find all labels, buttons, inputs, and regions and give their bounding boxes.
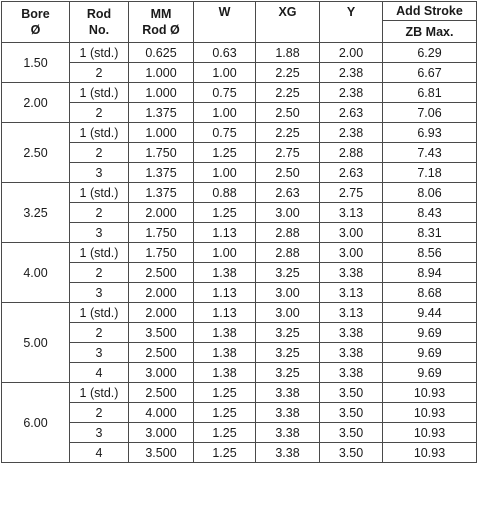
xg-cell: 2.75 — [256, 143, 320, 163]
y-cell: 3.50 — [320, 423, 383, 443]
rod-cell: 2 — [70, 203, 129, 223]
y-cell: 3.38 — [320, 323, 383, 343]
zb-cell: 8.31 — [383, 223, 477, 243]
table-row — [2, 323, 477, 343]
zb-cell: 8.06 — [383, 183, 477, 203]
rod-cell: 2 — [70, 263, 129, 283]
w-cell: 1.00 — [194, 103, 256, 123]
w-cell: 1.25 — [194, 383, 256, 403]
xg-cell: 1.88 — [256, 43, 320, 63]
w-cell: 1.13 — [194, 283, 256, 303]
zb-cell: 6.93 — [383, 123, 477, 143]
bore-cell: 4.00 — [2, 243, 70, 303]
header-w: W — [194, 2, 256, 43]
table-row — [2, 243, 477, 263]
zb-cell: 10.93 — [383, 383, 477, 403]
mm-cell: 3.500 — [129, 323, 194, 343]
mm-cell: 1.750 — [129, 223, 194, 243]
xg-cell: 2.25 — [256, 123, 320, 143]
bore-cell: 1.50 — [2, 43, 70, 83]
w-cell: 1.13 — [194, 303, 256, 323]
zb-cell: 6.81 — [383, 83, 477, 103]
mm-cell: 2.500 — [129, 383, 194, 403]
rod-cell: 3 — [70, 343, 129, 363]
table-row — [2, 143, 477, 163]
y-cell: 3.13 — [320, 283, 383, 303]
header-y: Y — [320, 2, 383, 43]
mm-cell: 2.000 — [129, 283, 194, 303]
mm-cell: 3.000 — [129, 423, 194, 443]
zb-cell: 7.18 — [383, 163, 477, 183]
table-row — [2, 423, 477, 443]
y-cell: 3.38 — [320, 263, 383, 283]
mm-cell: 1.000 — [129, 123, 194, 143]
bore-cell: 2.00 — [2, 83, 70, 123]
zb-cell: 8.68 — [383, 283, 477, 303]
mm-cell: 1.000 — [129, 83, 194, 103]
mm-cell: 1.375 — [129, 103, 194, 123]
xg-cell: 3.00 — [256, 283, 320, 303]
header-add-stroke: Add Stroke — [383, 2, 477, 21]
zb-cell: 8.94 — [383, 263, 477, 283]
rod-cell: 2 — [70, 103, 129, 123]
table-row — [2, 223, 477, 243]
table-row — [2, 263, 477, 283]
rod-cell: 1 (std.) — [70, 383, 129, 403]
mm-cell: 1.750 — [129, 243, 194, 263]
table-row — [2, 63, 477, 83]
y-cell: 3.50 — [320, 383, 383, 403]
mm-cell: 1.375 — [129, 183, 194, 203]
mm-cell: 1.375 — [129, 163, 194, 183]
w-cell: 1.38 — [194, 323, 256, 343]
w-cell: 1.25 — [194, 143, 256, 163]
table-row — [2, 403, 477, 423]
rod-cell: 4 — [70, 363, 129, 383]
w-cell: 1.25 — [194, 203, 256, 223]
xg-cell: 3.00 — [256, 303, 320, 323]
y-cell: 2.63 — [320, 163, 383, 183]
y-cell: 3.38 — [320, 363, 383, 383]
dimension-table — [1, 1, 477, 463]
w-cell: 0.75 — [194, 83, 256, 103]
w-cell: 0.63 — [194, 43, 256, 63]
table-row — [2, 343, 477, 363]
rod-cell: 1 (std.) — [70, 183, 129, 203]
w-cell: 1.00 — [194, 163, 256, 183]
table-row — [2, 163, 477, 183]
mm-cell: 3.500 — [129, 443, 194, 463]
rod-cell: 3 — [70, 223, 129, 243]
header-zb-max: ZB Max. — [383, 21, 477, 43]
y-cell: 2.63 — [320, 103, 383, 123]
rod-cell: 3 — [70, 423, 129, 443]
zb-cell: 10.93 — [383, 403, 477, 423]
y-cell: 2.38 — [320, 63, 383, 83]
xg-cell: 2.50 — [256, 163, 320, 183]
table-row — [2, 443, 477, 463]
table-row — [2, 123, 477, 143]
header-bore — [2, 2, 70, 43]
rod-cell: 1 (std.) — [70, 123, 129, 143]
header-rod-line2: No. — [88, 23, 110, 37]
y-cell: 3.00 — [320, 243, 383, 263]
zb-cell: 8.43 — [383, 203, 477, 223]
table-row — [2, 303, 477, 323]
table-row — [2, 103, 477, 123]
table-header — [2, 2, 477, 43]
rod-cell: 1 (std.) — [70, 243, 129, 263]
zb-cell: 10.93 — [383, 423, 477, 443]
zb-cell: 10.93 — [383, 443, 477, 463]
mm-cell: 1.750 — [129, 143, 194, 163]
y-cell: 3.50 — [320, 443, 383, 463]
xg-cell: 2.50 — [256, 103, 320, 123]
mm-cell: 3.000 — [129, 363, 194, 383]
y-cell: 3.00 — [320, 223, 383, 243]
rod-cell: 2 — [70, 323, 129, 343]
rod-cell: 3 — [70, 283, 129, 303]
rod-cell: 2 — [70, 63, 129, 83]
bore-cell: 3.25 — [2, 183, 70, 243]
zb-cell: 6.67 — [383, 63, 477, 83]
header-mm-line1: MM — [150, 7, 172, 21]
y-cell: 3.38 — [320, 343, 383, 363]
rod-cell: 4 — [70, 443, 129, 463]
y-cell: 3.13 — [320, 303, 383, 323]
bore-cell: 2.50 — [2, 123, 70, 183]
y-cell: 3.50 — [320, 403, 383, 423]
xg-cell: 2.25 — [256, 63, 320, 83]
table-row — [2, 383, 477, 403]
xg-cell: 3.25 — [256, 263, 320, 283]
table-row — [2, 183, 477, 203]
rod-cell: 1 (std.) — [70, 43, 129, 63]
xg-cell: 3.38 — [256, 383, 320, 403]
xg-cell: 2.25 — [256, 83, 320, 103]
table-body — [2, 43, 477, 463]
xg-cell: 3.38 — [256, 423, 320, 443]
header-bore-line1: Bore — [21, 7, 50, 21]
header-rod-line1: Rod — [86, 7, 112, 21]
y-cell: 2.38 — [320, 123, 383, 143]
mm-cell: 1.000 — [129, 63, 194, 83]
xg-cell: 3.00 — [256, 203, 320, 223]
w-cell: 1.00 — [194, 63, 256, 83]
zb-cell: 9.44 — [383, 303, 477, 323]
w-cell: 1.38 — [194, 343, 256, 363]
zb-cell: 8.56 — [383, 243, 477, 263]
w-cell: 1.25 — [194, 443, 256, 463]
rod-cell: 3 — [70, 163, 129, 183]
w-cell: 1.38 — [194, 363, 256, 383]
w-cell: 1.25 — [194, 423, 256, 443]
header-xg: XG — [256, 2, 320, 43]
table-row — [2, 283, 477, 303]
mm-cell: 4.000 — [129, 403, 194, 423]
table-row — [2, 203, 477, 223]
mm-cell: 2.000 — [129, 203, 194, 223]
w-cell: 1.38 — [194, 263, 256, 283]
mm-cell: 0.625 — [129, 43, 194, 63]
bore-cell: 6.00 — [2, 383, 70, 463]
w-cell: 1.00 — [194, 243, 256, 263]
xg-cell: 2.88 — [256, 243, 320, 263]
mm-cell: 2.000 — [129, 303, 194, 323]
header-mm — [129, 2, 194, 43]
zb-cell: 7.43 — [383, 143, 477, 163]
w-cell: 1.13 — [194, 223, 256, 243]
zb-cell: 6.29 — [383, 43, 477, 63]
rod-cell: 2 — [70, 403, 129, 423]
bore-cell: 5.00 — [2, 303, 70, 383]
header-rod — [70, 2, 129, 43]
xg-cell: 3.25 — [256, 363, 320, 383]
w-cell: 0.88 — [194, 183, 256, 203]
y-cell: 3.13 — [320, 203, 383, 223]
table-row — [2, 43, 477, 63]
xg-cell: 2.63 — [256, 183, 320, 203]
rod-cell: 2 — [70, 143, 129, 163]
rod-cell: 1 (std.) — [70, 83, 129, 103]
xg-cell: 3.38 — [256, 403, 320, 423]
zb-cell: 7.06 — [383, 103, 477, 123]
mm-cell: 2.500 — [129, 263, 194, 283]
zb-cell: 9.69 — [383, 343, 477, 363]
w-cell: 1.25 — [194, 403, 256, 423]
w-cell: 0.75 — [194, 123, 256, 143]
xg-cell: 3.25 — [256, 343, 320, 363]
table-row — [2, 363, 477, 383]
y-cell: 2.38 — [320, 83, 383, 103]
xg-cell: 2.88 — [256, 223, 320, 243]
rod-cell: 1 (std.) — [70, 303, 129, 323]
y-cell: 2.75 — [320, 183, 383, 203]
table-row — [2, 83, 477, 103]
y-cell: 2.00 — [320, 43, 383, 63]
zb-cell: 9.69 — [383, 363, 477, 383]
xg-cell: 3.38 — [256, 443, 320, 463]
header-bore-line2: Ø — [30, 23, 41, 37]
header-mm-line2: Rod Ø — [142, 23, 180, 37]
zb-cell: 9.69 — [383, 323, 477, 343]
mm-cell: 2.500 — [129, 343, 194, 363]
xg-cell: 3.25 — [256, 323, 320, 343]
y-cell: 2.88 — [320, 143, 383, 163]
